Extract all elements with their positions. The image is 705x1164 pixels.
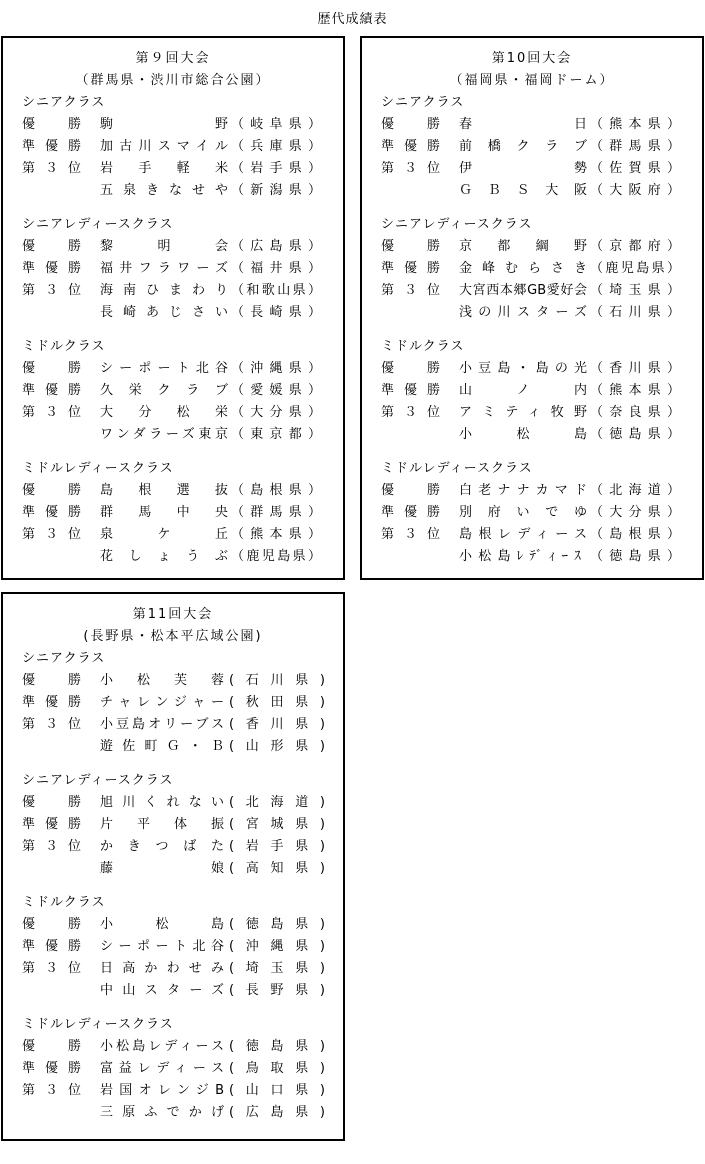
result-prefecture: （東京都）: [231, 427, 321, 442]
section-gap: [22, 758, 321, 770]
result-team: 加古川スマイル: [100, 139, 228, 154]
result-rank: 優勝: [22, 117, 82, 132]
result-rank: 優勝: [22, 483, 82, 498]
result-row: [22, 714, 325, 736]
result-row: [22, 424, 321, 446]
result-team: 小松島ﾚﾃﾞｨｰｽ: [459, 549, 587, 564]
result-prefecture: (山口県): [229, 1083, 325, 1098]
result-team: 島根選抜: [100, 483, 228, 498]
result-team: 中山スターズ: [100, 983, 224, 998]
section-gap: [22, 880, 321, 892]
result-prefecture: (宮城県): [229, 817, 325, 832]
result-team: 小松島: [459, 427, 587, 442]
result-prefecture: （佐賀県）: [590, 161, 680, 176]
result-rank: 優勝: [22, 795, 82, 810]
result-team: 伊勢: [459, 161, 587, 176]
result-row: [22, 158, 321, 180]
result-prefecture: (高知県): [229, 861, 325, 876]
tournament-title: 第10回大会: [491, 51, 573, 66]
result-row: [381, 114, 680, 136]
section-gap: [381, 324, 680, 336]
result-row: [22, 302, 321, 324]
class-heading: ミドルクラス: [381, 339, 465, 354]
section-gap: [381, 202, 680, 214]
class-heading: シニアレディースクラス: [381, 217, 533, 232]
section-gap: [22, 202, 321, 214]
result-row: [22, 114, 321, 136]
class-heading: シニアレディースクラス: [22, 217, 174, 232]
tournament-results: [3, 648, 343, 1124]
result-prefecture: （徳島県）: [590, 549, 680, 564]
result-team: ＧＢＳ大阪: [459, 183, 587, 198]
class-heading: シニアクラス: [381, 95, 465, 110]
result-team: シーポート北谷: [100, 939, 224, 954]
result-team: 群馬中央: [100, 505, 228, 520]
result-row: [22, 546, 321, 568]
result-rank: 準優勝: [381, 505, 441, 520]
tournament-title: 第９回大会: [135, 51, 211, 66]
result-team: ワンダラーズ東京: [100, 427, 228, 442]
result-rank: 第３位: [22, 839, 82, 854]
tournament-header: [362, 38, 702, 92]
result-team: 海南ひまわり: [100, 283, 228, 298]
result-rank: 準優勝: [381, 139, 441, 154]
result-team: 大分松栄: [100, 405, 228, 420]
result-row: [22, 936, 325, 958]
result-row: [22, 524, 321, 546]
result-rank: 準優勝: [381, 261, 441, 276]
result-prefecture: (埼玉県): [229, 961, 325, 976]
result-prefecture: （大分県）: [590, 505, 680, 520]
class-heading: シニアクラス: [22, 95, 106, 110]
result-rank: 準優勝: [22, 261, 82, 276]
tournament-9-box: [1, 36, 345, 580]
result-row: [381, 358, 680, 380]
result-prefecture: (広島県): [229, 1105, 325, 1120]
result-row: [22, 1058, 325, 1080]
result-row: [381, 424, 680, 446]
result-row: [22, 180, 321, 202]
page-title: 歴代成績表: [317, 12, 388, 27]
result-prefecture: （香川県）: [590, 361, 680, 376]
result-row: [381, 158, 680, 180]
result-prefecture: （愛媛県）: [231, 383, 321, 398]
result-prefecture: （沖縄県）: [231, 361, 321, 376]
section-gap: [22, 1002, 321, 1014]
result-row: [22, 1036, 325, 1058]
result-rank: 準優勝: [22, 1061, 82, 1076]
result-prefecture: （熊本県）: [231, 527, 321, 542]
result-rank: 第３位: [22, 161, 82, 176]
result-row: [381, 380, 680, 402]
result-prefecture: (長野県): [229, 983, 325, 998]
result-prefecture: （北海道）: [590, 483, 680, 498]
result-prefecture: （島根県）: [590, 527, 680, 542]
result-row: [22, 670, 325, 692]
result-row: [22, 914, 325, 936]
result-prefecture: （熊本県）: [590, 383, 680, 398]
result-prefecture: （京都府）: [590, 239, 680, 254]
result-team: 駒野: [100, 117, 228, 132]
result-row: [22, 236, 321, 258]
result-prefecture: （和歌山県）: [231, 283, 321, 298]
result-row: [381, 280, 680, 302]
result-rank: 第３位: [22, 961, 82, 976]
result-row: [22, 136, 321, 158]
result-prefecture: (沖縄県): [229, 939, 325, 954]
result-row: [381, 302, 680, 324]
result-prefecture: （兵庫県）: [231, 139, 321, 154]
result-team: 黎明会: [100, 239, 228, 254]
result-team: 日高かわせみ: [100, 961, 224, 976]
section-gap: [22, 324, 321, 336]
result-team: 大宮西本郷GB愛好会: [459, 283, 587, 298]
result-row: [381, 236, 680, 258]
tournament-11-box: [1, 592, 345, 1141]
result-prefecture: (石川県): [229, 673, 325, 688]
result-team: 遊佐町Ｇ・Ｂ: [100, 739, 224, 754]
result-team: 長崎あじさい: [100, 305, 228, 320]
result-row: [22, 358, 321, 380]
tournament-results: [362, 92, 702, 568]
result-prefecture: （埼玉県）: [590, 283, 680, 298]
result-team: 前橋クラブ: [459, 139, 587, 154]
result-prefecture: (岩手県): [229, 839, 325, 854]
result-prefecture: (香川県): [229, 717, 325, 732]
result-rank: 準優勝: [22, 505, 82, 520]
result-rank: 優勝: [22, 917, 82, 932]
tournament-title: 第11回大会: [132, 607, 214, 622]
result-rank: 準優勝: [381, 383, 441, 398]
result-team: 岩国オレンジB: [100, 1083, 224, 1098]
result-rank: 第３位: [22, 527, 82, 542]
result-team: 小松島: [100, 917, 224, 932]
result-rank: 準優勝: [22, 383, 82, 398]
result-prefecture: (徳島県): [229, 1039, 325, 1054]
result-prefecture: （新潟県）: [231, 183, 321, 198]
result-row: [22, 792, 325, 814]
result-row: [22, 502, 321, 524]
tournament-10-box: [360, 36, 704, 580]
result-row: [381, 524, 680, 546]
result-rank: 優勝: [381, 239, 441, 254]
result-rank: 優勝: [381, 361, 441, 376]
result-rank: 準優勝: [22, 939, 82, 954]
class-heading: シニアレディースクラス: [22, 773, 174, 788]
result-team: 京都綱野: [459, 239, 587, 254]
result-prefecture: （大分県）: [231, 405, 321, 420]
result-team: 富益レディース: [100, 1061, 224, 1076]
result-team: シーポート北谷: [100, 361, 228, 376]
result-prefecture: （島根県）: [231, 483, 321, 498]
result-team: 山ノ内: [459, 383, 587, 398]
result-rank: 第３位: [22, 283, 82, 298]
result-prefecture: （徳島県）: [590, 427, 680, 442]
tournament-header: [3, 594, 343, 648]
result-prefecture: （岐阜県）: [231, 117, 321, 132]
result-row: [381, 480, 680, 502]
result-row: [381, 180, 680, 202]
result-team: 福井フラワーズ: [100, 261, 228, 276]
result-row: [22, 814, 325, 836]
result-row: [381, 136, 680, 158]
result-team: 藤娘: [100, 861, 224, 876]
result-row: [22, 836, 325, 858]
class-heading: ミドルクラス: [22, 895, 106, 910]
result-team: チャレンジャー: [100, 695, 224, 710]
result-team: 旭川くれない: [100, 795, 224, 810]
result-row: [22, 980, 325, 1002]
result-row: [381, 502, 680, 524]
result-row: [22, 480, 321, 502]
result-rank: 第３位: [22, 405, 82, 420]
result-rank: 第３位: [381, 161, 441, 176]
result-row: [381, 258, 680, 280]
result-prefecture: （群馬県）: [590, 139, 680, 154]
result-team: 泉ケ丘: [100, 527, 228, 542]
result-rank: 優勝: [22, 1039, 82, 1054]
result-team: 春日: [459, 117, 587, 132]
result-prefecture: （鹿児島県）: [231, 549, 321, 564]
result-row: [22, 258, 321, 280]
result-prefecture: （熊本県）: [590, 117, 680, 132]
result-row: [22, 1080, 325, 1102]
result-rank: 第３位: [22, 717, 82, 732]
result-row: [381, 546, 680, 568]
result-prefecture: (鳥取県): [229, 1061, 325, 1076]
result-team: 浅の川スターズ: [459, 305, 587, 320]
result-prefecture: (北海道): [229, 795, 325, 810]
result-team: 小豆島オリーブス: [100, 717, 224, 732]
section-gap: [22, 446, 321, 458]
result-team: 片平体振: [100, 817, 224, 832]
result-row: [381, 402, 680, 424]
result-prefecture: （大阪府）: [590, 183, 680, 198]
tournament-results: [3, 92, 343, 568]
result-row: [22, 280, 321, 302]
result-row: [22, 958, 325, 980]
result-prefecture: （長崎県）: [231, 305, 321, 320]
result-rank: 第３位: [381, 405, 441, 420]
result-team: かきつばた: [100, 839, 224, 854]
result-rank: 準優勝: [22, 139, 82, 154]
tournament-venue: （群馬県・渋川市総合公園）: [75, 73, 271, 88]
class-heading: ミドルレディースクラス: [22, 1017, 174, 1032]
result-rank: 準優勝: [22, 695, 82, 710]
result-prefecture: （鹿児島県）: [590, 261, 680, 276]
tournament-venue: (長野県・松本平広域公園): [83, 629, 263, 644]
class-heading: ミドルクラス: [22, 339, 106, 354]
result-prefecture: （群馬県）: [231, 505, 321, 520]
result-prefecture: （奈良県）: [590, 405, 680, 420]
result-team: 五泉きなせや: [100, 183, 228, 198]
result-prefecture: (徳島県): [229, 917, 325, 932]
result-team: 岩手軽米: [100, 161, 228, 176]
result-prefecture: （広島県）: [231, 239, 321, 254]
result-team: アミティ牧野: [459, 405, 587, 420]
class-heading: シニアクラス: [22, 651, 106, 666]
result-rank: 第３位: [22, 1083, 82, 1098]
result-rank: 優勝: [22, 239, 82, 254]
result-prefecture: (秋田県): [229, 695, 325, 710]
result-rank: 優勝: [22, 361, 82, 376]
result-rank: 第３位: [381, 283, 441, 298]
result-team: 白老ナナカマド: [459, 483, 587, 498]
result-rank: 第３位: [381, 527, 441, 542]
result-row: [22, 380, 321, 402]
result-team: 別府いでゆ: [459, 505, 587, 520]
result-row: [22, 402, 321, 424]
class-heading: ミドルレディースクラス: [22, 461, 174, 476]
section-gap: [381, 446, 680, 458]
result-team: 久栄クラブ: [100, 383, 228, 398]
result-rank: 準優勝: [22, 817, 82, 832]
result-team: 小松島レディース: [100, 1039, 224, 1054]
result-row: [22, 858, 325, 880]
result-prefecture: （福井県）: [231, 261, 321, 276]
result-rank: 優勝: [381, 117, 441, 132]
result-prefecture: （岩手県）: [231, 161, 321, 176]
result-row: [22, 1102, 325, 1124]
class-heading: ミドルレディースクラス: [381, 461, 533, 476]
result-team: 島根レディース: [459, 527, 587, 542]
result-team: 小松芙蓉: [100, 673, 224, 688]
tournament-header: [3, 38, 343, 92]
result-rank: 優勝: [381, 483, 441, 498]
result-row: [22, 692, 325, 714]
result-prefecture: （石川県）: [590, 305, 680, 320]
result-row: [22, 736, 325, 758]
result-team: 金峰むらさき: [459, 261, 587, 276]
result-prefecture: (山形県): [229, 739, 325, 754]
tournament-venue: （福岡県・福岡ドーム）: [449, 73, 615, 88]
result-team: 三原ふでかげ: [100, 1105, 224, 1120]
result-rank: 優勝: [22, 673, 82, 688]
result-team: 花しょうぶ: [100, 549, 228, 564]
result-team: 小豆島・島の光: [459, 361, 587, 376]
